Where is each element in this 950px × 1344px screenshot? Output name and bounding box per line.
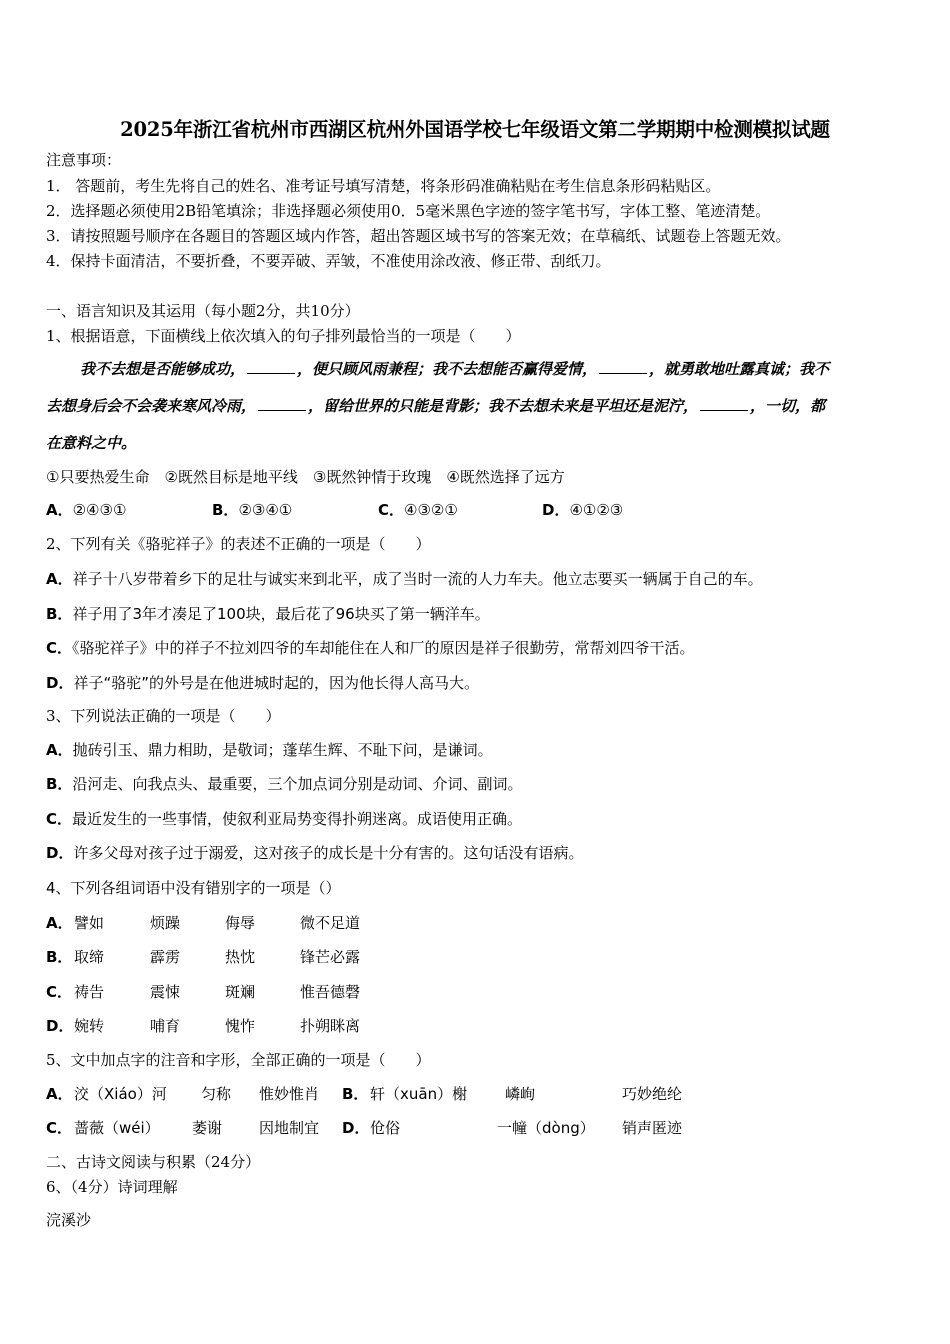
option-letter: D． <box>46 844 74 862</box>
notice-heading: 注意事项： <box>46 151 122 169</box>
option-text: 祥子“骆驼”的外号是在他进城时起的，因为他长得人高马大。 <box>73 674 479 692</box>
q5-option-a-word-1: 洨（Xiáo）河 <box>74 1085 167 1103</box>
option-word: 锋芒必露 <box>300 948 361 966</box>
option-text: 祥子用了3年才凑足了100块，最后花了96块买了第一辆洋车。 <box>72 605 490 623</box>
option-letter: A． <box>46 501 73 519</box>
option-text: 《骆驼祥子》中的祥子不拉刘四爷的车却能住在人和厂的原因是祥子很勤劳，常帮刘四爷干活。 <box>72 639 695 657</box>
q1-option-a[interactable] <box>46 500 126 520</box>
option-letter: A． <box>46 914 73 932</box>
q3-option-d[interactable] <box>46 843 583 863</box>
q1-passage-2c: ，一切，都 <box>750 397 826 415</box>
notice-item-4: 4．保持卡面清洁，不要折叠，不要弄破、弄皱，不准使用涂改液、修正带、刮纸刀。 <box>46 252 611 270</box>
option-letter: A． <box>46 741 73 759</box>
q5-option-d-word-2: 一幢（dòng） <box>497 1119 595 1137</box>
q1-passage-1a: 我不去想是否能够成功， <box>80 360 246 378</box>
option-letter: C． <box>378 501 405 519</box>
q1-passage-line-3: 在意料之中。 <box>46 434 137 452</box>
option-letter: B． <box>46 775 73 793</box>
q3-stem: 3、下列说法正确的一项是（ ） <box>46 707 281 725</box>
option-word: 微不足道 <box>300 914 361 932</box>
q5-option-d-word-1: 伧俗 <box>370 1119 401 1137</box>
q2-option-c[interactable] <box>46 638 695 658</box>
q5-option-d-word-3: 销声匿迹 <box>622 1119 683 1137</box>
q5-option-c-word-1: 蔷薇（wéi） <box>74 1119 160 1137</box>
q5-option-b-word-1: 轩（xuān）榭 <box>370 1085 468 1103</box>
option-word: 婉转 <box>74 1017 105 1035</box>
option-word: 斑斓 <box>225 983 256 1001</box>
option-word: 热忱 <box>225 948 256 966</box>
option-word: 愧怍 <box>225 1017 256 1035</box>
q5-option-a-word-2: 匀称 <box>201 1085 232 1103</box>
option-text: ④③②① <box>404 501 458 519</box>
option-word: 祷告 <box>74 983 105 1001</box>
q1-passage-line-2 <box>46 396 825 416</box>
notice-item-1: 1． 答题前，考生先将自己的姓名、准考证号填写清楚，将条形码准确粘贴在考生信息条形码粘贴区。 <box>46 177 721 195</box>
page-title: 2025年浙江省杭州市西湖区杭州外国语学校七年级语文第二学期期中检测模拟试题 <box>120 118 830 141</box>
q2-stem <box>46 534 431 554</box>
option-word: 烦躁 <box>150 914 181 932</box>
option-word: 霹雳 <box>150 948 181 966</box>
q2-stem-a: 2、下列有关《骆驼祥子》的表述 <box>46 535 266 553</box>
option-letter: B． <box>46 948 73 966</box>
option-text: 祥子十八岁带着乡下的足壮与诚实来到北平，成了当时一流的人力车夫。他立志要买一辆属于自己的车。 <box>72 570 763 588</box>
option-text: ②③④① <box>238 501 293 519</box>
option-text: ②④③① <box>72 501 127 519</box>
q5-option-a-word-3: 惟妙惟肖 <box>259 1085 320 1103</box>
option-text: 抛砖引玉、鼎力相助，是敬词；蓬荜生辉、不耻下问，是谦词。 <box>72 741 493 759</box>
q5-stem: 5、文中加点字的注音和字形，全部正确的一项是（ ） <box>46 1051 431 1069</box>
option-word: 扑朔眯离 <box>300 1017 361 1035</box>
option-letter: D． <box>46 674 74 692</box>
q1-blank-2 <box>599 359 647 374</box>
option-word: 譬如 <box>74 914 105 932</box>
option-word: 侮辱 <box>225 914 256 932</box>
q1-option-c[interactable] <box>378 500 458 520</box>
q3-option-c[interactable] <box>46 809 522 829</box>
q6-stem: 6、（4分）诗词理解 <box>46 1178 178 1196</box>
q3-option-a[interactable] <box>46 740 493 760</box>
q1-blank-1 <box>247 359 295 374</box>
q1-passage-1c: ，就勇敢地吐露真诚；我不 <box>649 360 830 378</box>
option-letter: B． <box>46 605 73 623</box>
q1-option-d[interactable] <box>542 500 623 520</box>
q5-option-c-letter[interactable]: C． <box>46 1119 73 1137</box>
q2-option-d[interactable] <box>46 673 479 693</box>
q1-passage-1b: ，便只顾风雨兼程；我不去想能否赢得爱情， <box>297 360 598 378</box>
q2-option-a[interactable] <box>46 569 763 589</box>
option-letter: A． <box>46 570 73 588</box>
q5-option-a-letter[interactable]: A． <box>46 1085 73 1103</box>
q1-stem: 1、根据语意，下面横线上依次填入的句子排列最恰当的一项是（ ） <box>46 327 521 345</box>
q5-option-c-word-3: 因地制宜 <box>259 1119 320 1137</box>
q1-passage-2b: ，留给世界的只能是背影；我不去想未来是平坦还是泥泞， <box>308 397 699 415</box>
option-text: 许多父母对孩子过于溺爱，这对孩子的成长是十分有害的。这句话没有语病。 <box>73 844 584 862</box>
option-letter: C． <box>46 810 73 828</box>
q1-blank-3 <box>258 396 306 411</box>
option-word: 惟吾德磬 <box>300 983 361 1001</box>
option-word: 震悚 <box>150 983 181 1001</box>
option-text: ④①②③ <box>569 501 624 519</box>
q3-option-b[interactable] <box>46 774 522 794</box>
option-letter: C． <box>46 639 73 657</box>
option-text: 沿河走、向我点头、最重要，三个加点词分别是动词、介词、副词。 <box>72 775 523 793</box>
poem-title: 浣溪沙 <box>46 1211 92 1229</box>
option-letter: D． <box>542 501 570 519</box>
q1-choices-line: ①只要热爱生命 ②既然目标是地平线 ③既然钟情于玫瑰 ④既然选择了远方 <box>46 468 565 486</box>
q4-stem: 4、下列各组词语中没有错别字的一项是（） <box>46 879 341 897</box>
q1-blank-4 <box>700 396 748 411</box>
option-text: 最近发生的一些事情，使叙利亚局势变得扑朔迷离。成语使用正确。 <box>72 810 523 828</box>
q1-passage-line-1 <box>80 359 829 379</box>
q2-stem-b: 不正确的一项是（ ） <box>265 535 431 553</box>
q5-option-b-word-3: 巧妙绝纶 <box>622 1085 683 1103</box>
q5-option-c-word-2: 萎谢 <box>192 1119 223 1137</box>
notice-item-2: 2．选择题必须使用2B铅笔填涂；非选择题必须使用0．5毫米黑色字迹的签字笔书写，字体工整、笔迹清楚。 <box>46 202 771 220</box>
notice-item-3: 3．请按照题号顺序在各题目的答题区域内作答，超出答题区域书写的答案无效；在草稿纸、试题卷上答题无效。 <box>46 227 791 245</box>
option-word: 取缔 <box>74 948 105 966</box>
option-letter: D． <box>46 1017 74 1035</box>
option-letter: B． <box>212 501 239 519</box>
q5-option-b-word-2: 嶙峋 <box>505 1085 536 1103</box>
q5-option-d-letter[interactable]: D． <box>342 1119 370 1137</box>
q1-passage-2a: 去想身后会不会袭来寒风冷雨， <box>46 397 257 415</box>
option-letter: C． <box>46 983 73 1001</box>
q2-option-b[interactable] <box>46 604 490 624</box>
section2-heading: 二、古诗文阅读与积累（24分） <box>46 1153 261 1171</box>
option-word: 哺育 <box>150 1017 181 1035</box>
q1-option-b[interactable] <box>212 500 292 520</box>
q5-option-b-letter[interactable]: B． <box>342 1085 369 1103</box>
section1-heading: 一、语言知识及其运用（每小题2分，共10分） <box>46 302 360 320</box>
